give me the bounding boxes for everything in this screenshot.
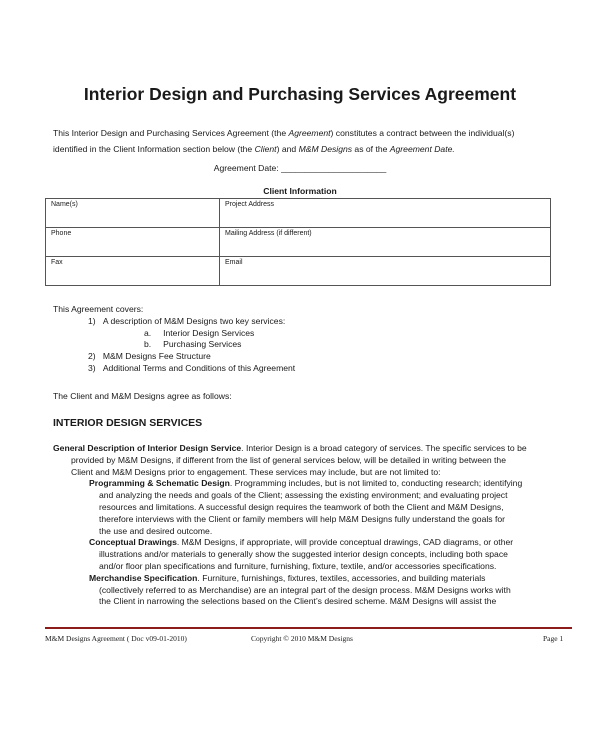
email-field[interactable]: Email bbox=[220, 257, 551, 286]
footer-copyright: Copyright © 2010 M&M Designs bbox=[251, 634, 353, 643]
agree-statement: The Client and M&M Designs agree as follows: bbox=[53, 391, 232, 401]
covers-list bbox=[53, 304, 295, 375]
name-field[interactable]: Name(s) bbox=[46, 199, 220, 228]
client-info-title: Client Information bbox=[263, 186, 337, 196]
client-term: Client bbox=[254, 144, 277, 154]
intro-text: identified in the Client Information section below (the bbox=[53, 144, 255, 154]
agreement-date-term: Agreement Date. bbox=[389, 144, 455, 154]
list-item: b. Purchasing Services bbox=[144, 339, 242, 350]
footer-doc-id: M&M Designs Agreement ( Doc v09-01-2010) bbox=[45, 634, 187, 643]
covers-intro: This Agreement covers: bbox=[53, 304, 144, 314]
list-item: 2) M&M Designs Fee Structure bbox=[88, 351, 211, 362]
list-item: 1) A description of M&M Designs two key services: bbox=[88, 315, 286, 326]
intro-paragraph bbox=[53, 125, 553, 157]
table-row bbox=[46, 257, 551, 286]
fax-field[interactable]: Fax bbox=[46, 257, 220, 286]
agreement-date-line: Agreement Date: ______________________ bbox=[213, 163, 387, 173]
company-term: M&M Designs bbox=[298, 144, 353, 154]
merchandise-specification: Merchandise Specification. Furniture, furnishings, fixtures, textiles, accessories, and building materials bbox=[89, 572, 486, 583]
general-description: General Description of Interior Design Service. Interior Design is a broad category of services. The specific services to be bbox=[53, 443, 527, 453]
programming-schematic: Programming & Schematic Design. Programming includes, but is not limited to, conducting research; identifying bbox=[89, 478, 523, 489]
list-item: 3) Additional Terms and Conditions of this Agreement bbox=[88, 362, 296, 373]
intro-text: as of the bbox=[352, 144, 390, 154]
list-item: a. Interior Design Services bbox=[144, 327, 255, 338]
intro-text: ) and bbox=[276, 144, 299, 154]
client-info-table bbox=[45, 198, 551, 286]
agreement-term: Agreement bbox=[288, 128, 331, 138]
project-address-field[interactable]: Project Address bbox=[220, 199, 551, 228]
intro-text: ) constitutes a contract between the individual(s) bbox=[330, 128, 515, 138]
footer-page-number: Page 1 bbox=[543, 634, 564, 643]
phone-field[interactable]: Phone bbox=[46, 228, 220, 257]
services-body: General Description of Interior Design Service. Interior Design is a broad category of services. The specific services to be provided by M&M Designs, if different from the list of general services below, will be detailed in writing between the Client and M&M Designs prior to engagement. These services may include, but are not limited to: Programming & Schematic Design. Programming includes, but is not limited to, conducting research; identifying and analyzing the needs and goals of the Client; assessing the existing environment; and evaluating project resources and limitations. A successful design requires the teamwork of both the Client and M&M Designs, therefore interviews with the Client or family members will help M&M Designs fully understand the goals for the use and desired outcome. Conceptual Drawings. M&M Designs, if appropriate, will provide conceptual drawings, CAD diagrams, or other illustrations and/or materials to generally show the suggested interior design concepts, including both space and/or floor plan specifications and furniture, furnishing, fixture, textile, and/or accessories specifications. Merchandise Specification. Furniture, furnishings, fixtures, textiles, accessories, and building materials (collectively referred to as Merchandise) are an integral part of the design process. M&M Designs works with the Client in narrowing the selections based on the Client’s desired scheme. M&M Designs will assist the bbox=[53, 443, 558, 608]
mailing-address-field[interactable]: Mailing Address (if different) bbox=[220, 228, 551, 257]
table-row bbox=[46, 199, 551, 228]
conceptual-drawings: Conceptual Drawings. M&M Designs, if appropriate, will provide conceptual drawings, CAD diagrams, or other bbox=[89, 537, 514, 548]
document-title: Interior Design and Purchasing Services Agreement bbox=[83, 84, 517, 104]
table-row bbox=[46, 228, 551, 257]
intro-text: This Interior Design and Purchasing Services Agreement (the bbox=[53, 128, 289, 138]
footer-divider bbox=[45, 627, 572, 629]
section-heading: INTERIOR DESIGN SERVICES bbox=[53, 417, 203, 429]
